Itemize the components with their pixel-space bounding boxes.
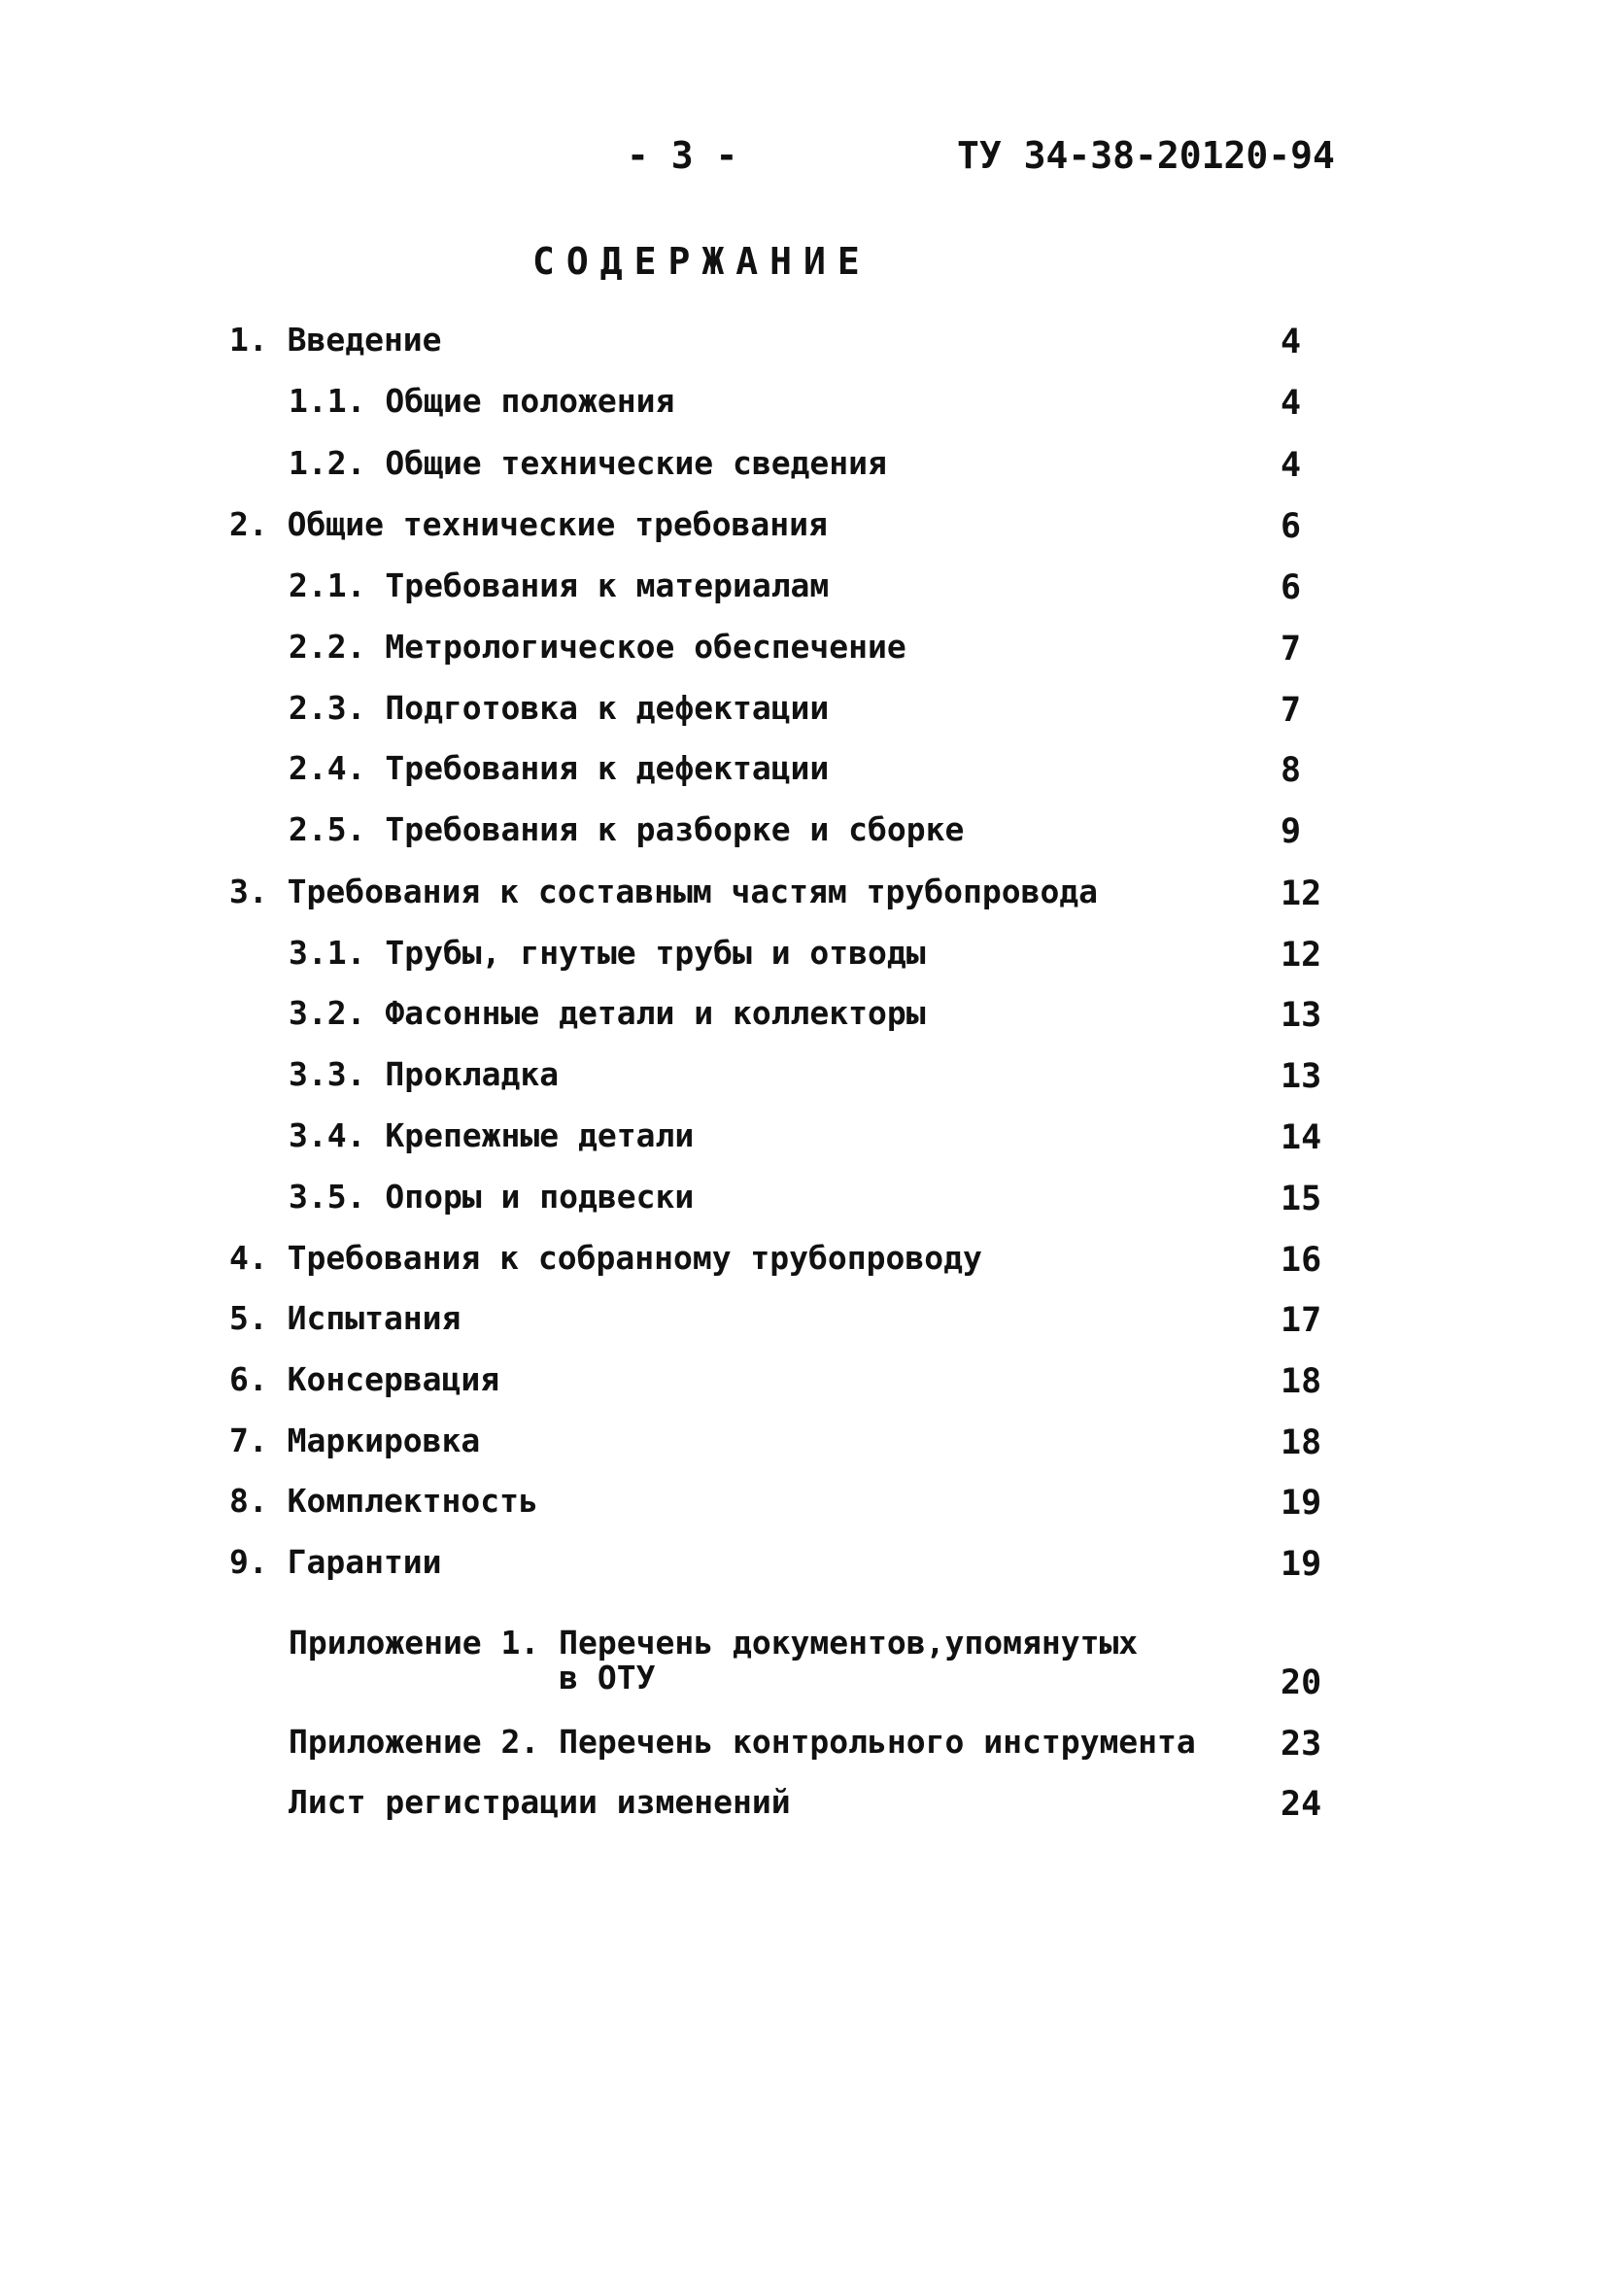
toc-entry-label: 2.3. Подготовка к дефектации bbox=[289, 689, 830, 727]
toc-entry-3 bbox=[0, 874, 1606, 923]
toc-entry-3-3 bbox=[0, 1057, 1606, 1106]
toc-entry-label: 8. Комплектность bbox=[229, 1482, 538, 1520]
toc-entry-label: 3.1. Трубы, гнутые трубы и отводы bbox=[289, 934, 926, 972]
toc-entry-page: 12 bbox=[1281, 874, 1322, 913]
document-number: ТУ 34-38-20120-94 bbox=[957, 134, 1335, 177]
toc-entry-3-4 bbox=[0, 1118, 1606, 1167]
toc-entry-label: Приложение 1. Перечень документов,упомянутых в ОТУ bbox=[289, 1624, 1139, 1696]
toc-entry-page: 6 bbox=[1281, 568, 1302, 607]
toc-entry-label: 3.5. Опоры и подвески bbox=[289, 1178, 695, 1216]
toc-entry-label: 2. Общие технические требования bbox=[229, 505, 828, 543]
toc-entry-label: 1.2. Общие технические сведения bbox=[289, 444, 887, 482]
toc-entry-2 bbox=[0, 507, 1606, 556]
toc-entry-change-log bbox=[0, 1785, 1606, 1833]
toc-entry-page: 19 bbox=[1281, 1545, 1322, 1584]
toc-entry-label: 3.3. Прокладка bbox=[289, 1055, 560, 1093]
toc-entry-1-2 bbox=[0, 446, 1606, 495]
toc-entry-page: 7 bbox=[1281, 630, 1302, 668]
toc-entry-2-3 bbox=[0, 691, 1606, 739]
toc-entry-page: 14 bbox=[1281, 1118, 1322, 1157]
toc-entry-label: 7. Маркировка bbox=[229, 1422, 481, 1459]
toc-entry-1-1 bbox=[0, 384, 1606, 432]
toc-entry-4 bbox=[0, 1241, 1606, 1289]
toc-entry-2-1 bbox=[0, 568, 1606, 617]
toc-entry-page: 4 bbox=[1281, 323, 1302, 361]
toc-entry-label: 2.5. Требования к разборке и сборке bbox=[289, 810, 965, 848]
toc-entry-page: 15 bbox=[1281, 1180, 1322, 1218]
toc-entry-label: 5. Испытания bbox=[229, 1299, 461, 1337]
toc-entry-2-4 bbox=[0, 751, 1606, 800]
toc-entry-3-2 bbox=[0, 996, 1606, 1045]
toc-entry-1 bbox=[0, 323, 1606, 371]
toc-entry-page: 6 bbox=[1281, 507, 1302, 546]
toc-entry-label: 4. Требования к собранному трубопроводу bbox=[229, 1239, 982, 1277]
toc-entry-label: 2.2. Метрологическое обеспечение bbox=[289, 628, 906, 666]
toc-entry-page: 17 bbox=[1281, 1301, 1322, 1340]
toc-entry-appendix-2 bbox=[0, 1725, 1606, 1773]
toc-entry-page: 16 bbox=[1281, 1241, 1322, 1280]
toc-entry-appendix-1 bbox=[0, 1626, 1606, 1713]
toc-entry-label: 2.4. Требования к дефектации bbox=[289, 749, 830, 787]
toc-entry-page: 13 bbox=[1281, 996, 1322, 1035]
page-title: СОДЕРЖАНИЕ bbox=[532, 240, 871, 283]
toc-entry-5 bbox=[0, 1301, 1606, 1350]
toc-entry-page: 4 bbox=[1281, 446, 1302, 485]
toc-entry-page: 9 bbox=[1281, 812, 1302, 851]
toc-entry-page: 19 bbox=[1281, 1484, 1322, 1523]
toc-entry-label: Лист регистрации изменений bbox=[289, 1783, 791, 1821]
toc-entry-page: 7 bbox=[1281, 691, 1302, 730]
page-number: - 3 - bbox=[627, 134, 738, 177]
toc-entry-label: 3. Требования к составным частям трубопровода bbox=[229, 873, 1099, 910]
toc-entry-page: 13 bbox=[1281, 1057, 1322, 1096]
toc-entry-label: 3.4. Крепежные детали bbox=[289, 1116, 695, 1154]
toc-entry-page: 12 bbox=[1281, 936, 1322, 975]
toc-entry-page: 24 bbox=[1281, 1785, 1322, 1824]
toc-entry-3-1 bbox=[0, 936, 1606, 984]
toc-entry-label: 2.1. Требования к материалам bbox=[289, 566, 830, 604]
toc-entry-label: 9. Гарантии bbox=[229, 1543, 442, 1581]
toc-entry-label: 1. Введение bbox=[229, 321, 442, 359]
toc-entry-2-2 bbox=[0, 630, 1606, 678]
toc-entry-label: Приложение 2. Перечень контрольного инструмента bbox=[289, 1723, 1196, 1761]
toc-entry-page: 4 bbox=[1281, 384, 1302, 423]
toc-entry-page: 18 bbox=[1281, 1423, 1322, 1462]
toc-entry-label: 1.1. Общие положения bbox=[289, 382, 675, 420]
toc-entry-label: 6. Консервация bbox=[229, 1360, 500, 1398]
toc-entry-page: 20 bbox=[1281, 1663, 1322, 1702]
toc-entry-page: 23 bbox=[1281, 1725, 1322, 1764]
toc-entry-3-5 bbox=[0, 1180, 1606, 1228]
toc-entry-label: 3.2. Фасонные детали и коллекторы bbox=[289, 994, 926, 1032]
toc-entry-8 bbox=[0, 1484, 1606, 1532]
toc-entry-9 bbox=[0, 1545, 1606, 1593]
toc-entry-page: 18 bbox=[1281, 1362, 1322, 1401]
toc-entry-7 bbox=[0, 1423, 1606, 1472]
toc-entry-page: 8 bbox=[1281, 751, 1302, 790]
toc-entry-2-5 bbox=[0, 812, 1606, 861]
toc-entry-6 bbox=[0, 1362, 1606, 1411]
